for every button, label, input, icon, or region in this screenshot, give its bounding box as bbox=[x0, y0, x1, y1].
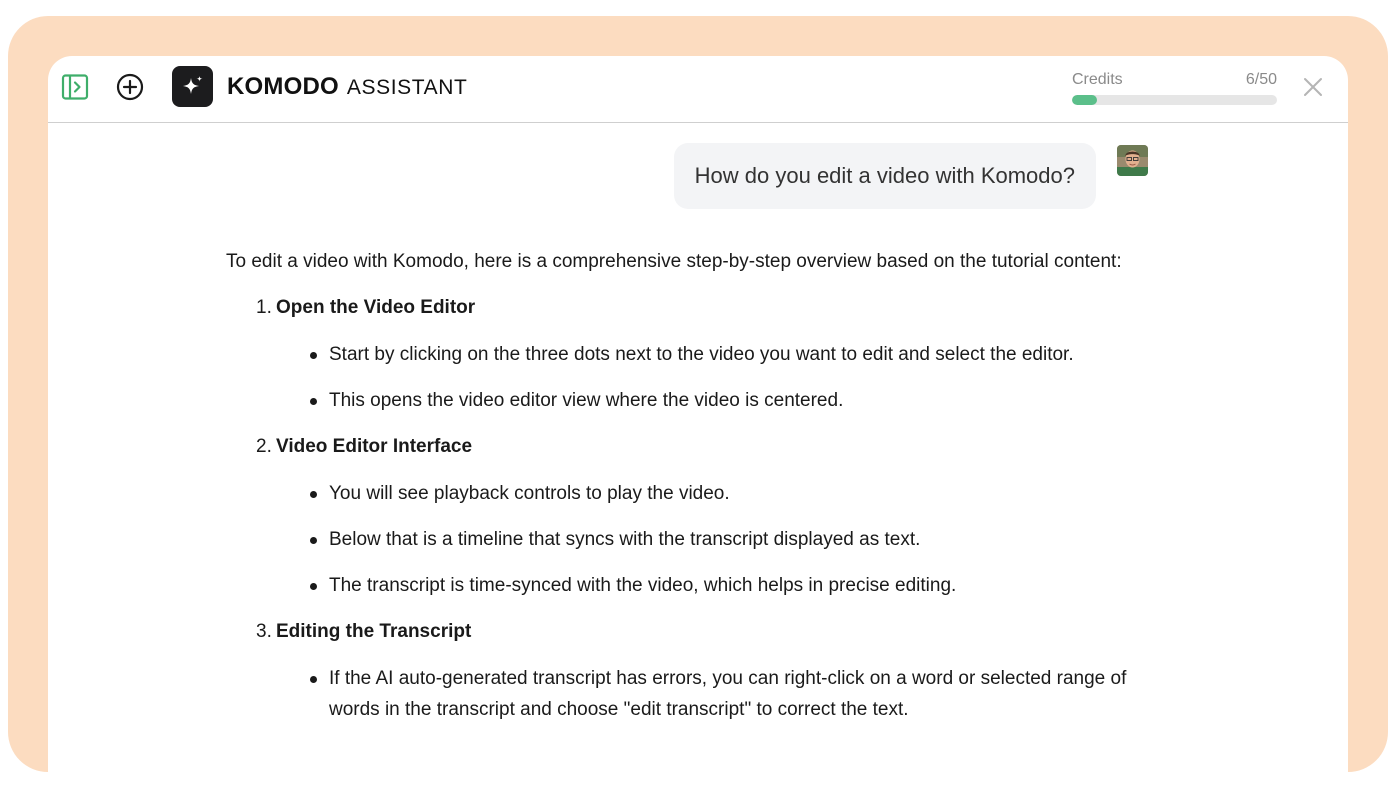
list-item: If the AI auto-generated transcript has errors, you can right-click on a word or selected range of words in the transcript and choose "edit transcript" to correct the text. bbox=[308, 663, 1176, 725]
step-bullet-list bbox=[308, 663, 1176, 725]
step-heading: Video Editor Interface bbox=[276, 436, 473, 457]
header-bar bbox=[48, 56, 1348, 123]
list-item: You will see playback controls to play the video. bbox=[308, 478, 1176, 509]
list-item: This opens the video editor view where the video is centered. bbox=[308, 385, 1176, 416]
step-title bbox=[256, 431, 1176, 462]
step-heading: Open the Video Editor bbox=[276, 297, 476, 318]
plus-circle-icon bbox=[116, 73, 144, 101]
credits-meter bbox=[1072, 71, 1277, 105]
assistant-window bbox=[48, 56, 1348, 772]
credits-label: Credits bbox=[1072, 71, 1123, 88]
step-number: 3. bbox=[256, 621, 272, 642]
list-item: The transcript is time-synced with the video, which helps in precise editing. bbox=[308, 570, 1176, 601]
step-title bbox=[256, 616, 1176, 647]
brand-subtitle: ASSISTANT bbox=[346, 76, 468, 99]
brand-name: KOMODO bbox=[227, 73, 339, 100]
sparkle-icon bbox=[180, 74, 206, 100]
user-message-bubble bbox=[674, 143, 1096, 209]
new-chat-button[interactable] bbox=[114, 71, 146, 103]
step-number: 1. bbox=[256, 297, 272, 318]
credits-progress-fill bbox=[1072, 95, 1097, 105]
step-bullet-list bbox=[308, 339, 1176, 416]
step-number: 2. bbox=[256, 436, 272, 457]
close-icon bbox=[1303, 77, 1323, 97]
app-title bbox=[227, 73, 467, 101]
answer-intro: To edit a video with Komodo, here is a comprehensive step-by-step overview based on the tutorial content: bbox=[226, 251, 1122, 272]
step-heading: Editing the Transcript bbox=[276, 621, 472, 642]
credits-count: 6/50 bbox=[1245, 71, 1277, 88]
credits-progress-bar bbox=[1072, 95, 1277, 105]
app-logo bbox=[172, 66, 213, 107]
list-item: Below that is a timeline that syncs with the transcript displayed as text. bbox=[308, 524, 1176, 555]
sidebar-toggle-icon[interactable] bbox=[60, 72, 90, 102]
step-bullet-list bbox=[308, 478, 1176, 601]
assistant-answer bbox=[226, 246, 1176, 740]
answer-step bbox=[226, 292, 1176, 416]
list-item: Start by clicking on the three dots next to the video you want to edit and select the editor. bbox=[308, 339, 1176, 370]
user-message-text: How do you edit a video with Komodo? bbox=[694, 163, 1075, 188]
close-button[interactable] bbox=[1300, 74, 1326, 100]
chat-thread bbox=[48, 124, 1348, 772]
user-avatar bbox=[1117, 145, 1148, 176]
answer-step bbox=[226, 616, 1176, 725]
step-title bbox=[256, 292, 1176, 323]
answer-step bbox=[226, 431, 1176, 601]
